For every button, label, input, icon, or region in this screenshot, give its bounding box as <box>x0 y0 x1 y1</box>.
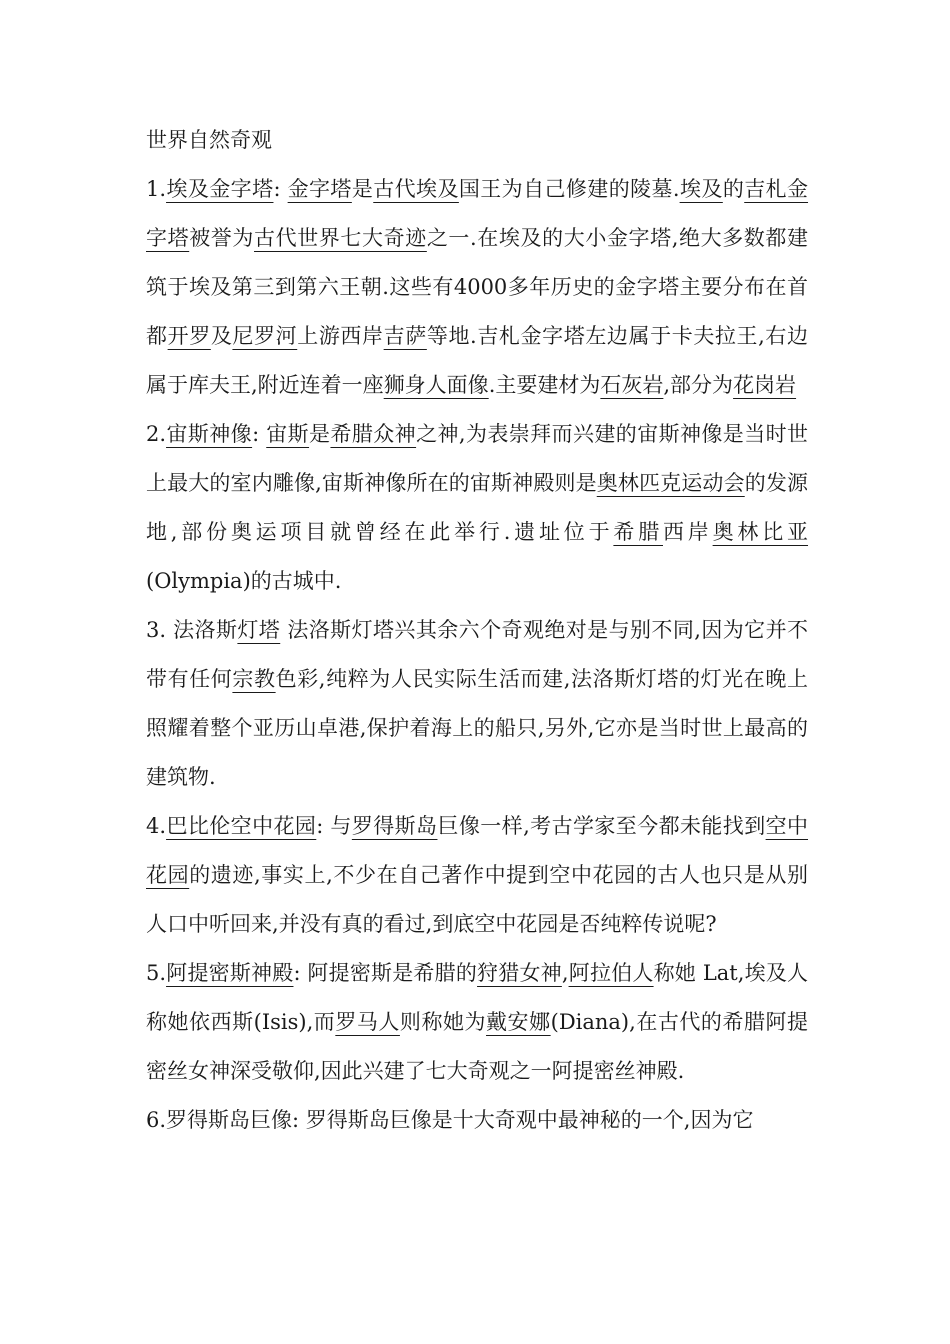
underlined-term: 古代埃及 <box>373 177 459 201</box>
text-run: 的遗迹,事实上,不少在自己著作中提到空中花园的古人也只是从别人口中听回来,并没有真的看过,到底空中花园是否纯粹传说呢? <box>146 863 808 936</box>
underlined-term: 空中花园 <box>146 814 809 887</box>
underlined-term: 吉札金字塔 <box>146 177 809 250</box>
paragraph-babylon <box>146 802 808 949</box>
underlined-term: 花岗岩 <box>733 373 797 397</box>
text-run: 称她 Lat,埃及人称她依西斯(Isis),而 <box>146 961 809 1034</box>
text-run: : 与 <box>316 814 352 838</box>
text-run: 的 <box>722 177 745 201</box>
text-run: .主要建材为 <box>488 373 601 397</box>
text-run: : <box>252 422 267 446</box>
text-run: 之一.在埃及的大小金字塔,绝大多数都建筑于埃及第三到第六王朝.这些有4000多年历史的金字塔主要分布在首都 <box>146 226 809 348</box>
text-run: (Olympia)的古城中. <box>146 569 342 593</box>
paragraph-artemis <box>146 949 808 1096</box>
text-run: 则称她为 <box>399 1010 487 1034</box>
text-run: 之神,为表崇拜而兴建的宙斯神像是当时世上最大的室内雕像,宙斯神像所在的宙斯神殿则是 <box>146 422 809 495</box>
text-run: 3. 法洛斯 <box>146 618 238 642</box>
underlined-term: 宙斯神像 <box>166 422 253 446</box>
paragraph-zeus <box>146 410 808 606</box>
text-run: 6.罗得斯岛巨像: 罗得斯岛巨像是十大奇观中最神秘的一个,因为它 <box>146 1108 754 1132</box>
text-run: 及 <box>210 324 233 348</box>
text-run: 法洛斯灯塔兴其余六个奇观绝对是与别不同,因为它并不带有任何 <box>146 618 809 691</box>
paragraph-pharos <box>146 606 808 802</box>
text-run: 巨像一样,考古学家至今都未能找到 <box>437 814 766 838</box>
underlined-term: 埃及金字塔 <box>166 177 274 201</box>
underlined-term: 希腊众神 <box>330 422 417 446</box>
text-run: 等地.吉札金字塔左边属于卡夫拉王,右边属于库夫王,附近连着一座 <box>146 324 809 397</box>
underlined-term: 宗教 <box>232 667 276 691</box>
text-run: 被誉为 <box>189 226 255 250</box>
underlined-term: 阿拉伯人 <box>568 961 654 985</box>
text-run: 是 <box>309 422 331 446</box>
paragraph-list <box>146 165 808 1145</box>
underlined-term: 奥林比亚 <box>712 520 809 544</box>
underlined-term: 戴安娜 <box>486 1010 551 1034</box>
underlined-term: 宙斯 <box>266 422 310 446</box>
text-run: , <box>561 961 569 985</box>
document-body <box>146 116 808 1145</box>
paragraph-rhodes <box>146 1096 808 1145</box>
underlined-term: 阿提密斯神殿 <box>166 961 294 985</box>
paragraph-pyramids <box>146 165 808 410</box>
underlined-term: 石灰岩 <box>600 373 664 397</box>
text-run: : 阿提密斯是希腊的 <box>293 961 478 985</box>
underlined-term: 开罗 <box>167 324 211 348</box>
underlined-term: 古代世界七大奇迹 <box>254 226 427 250</box>
underlined-term: 罗得斯岛 <box>351 814 438 838</box>
text-run: 4. <box>146 814 167 838</box>
text-run: : <box>273 177 288 201</box>
underlined-term: 奥林匹克运动会 <box>596 471 745 495</box>
text-run: 1. <box>146 177 167 201</box>
text-run: 5. <box>146 961 167 985</box>
text-run: 国王为自己修建的陵墓. <box>458 177 680 201</box>
underlined-term: 希腊 <box>613 520 663 544</box>
underlined-term: 埃及 <box>679 177 723 201</box>
underlined-term: 金字塔 <box>287 177 352 201</box>
underlined-term: 巴比伦空中花园 <box>166 814 317 838</box>
underlined-term: 尼罗河 <box>232 324 298 348</box>
text-run: 2. <box>146 422 167 446</box>
text-run: 西岸 <box>663 520 713 544</box>
underlined-term: 罗马人 <box>335 1010 400 1034</box>
text-run: 是 <box>351 177 374 201</box>
text-run: 色彩,纯粹为人民实际生活而建,法洛斯灯塔的灯光在晚上照耀着整个亚历山卓港,保护着海上的船只,另外,它亦是当时世上最高的建筑物. <box>146 667 808 789</box>
underlined-term: 狩猎女神 <box>477 961 562 985</box>
underlined-term: 狮身人面像 <box>383 373 489 397</box>
text-run: 上游西岸 <box>297 324 384 348</box>
text-run: (Diana),在古代的希腊阿提密丝女神深受敬仰,因此兴建了七大奇观之一阿提密丝神殿. <box>146 1010 809 1083</box>
text-run: ,部分为 <box>663 373 734 397</box>
text-run: 的发源地,部份奥运项目就曾经在此举行.遗址位于 <box>146 471 808 544</box>
underlined-term: 吉萨 <box>383 324 427 348</box>
underlined-term: 灯塔 <box>237 618 281 642</box>
document-title: 世界自然奇观 <box>146 128 272 152</box>
